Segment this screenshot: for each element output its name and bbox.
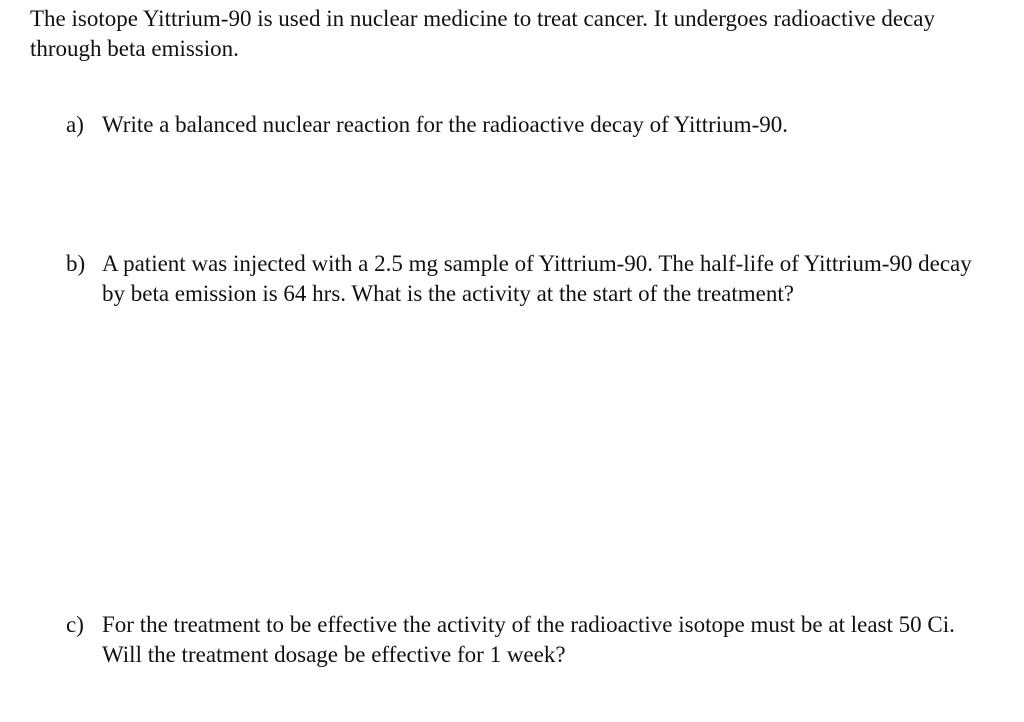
question-a xyxy=(66,110,986,140)
question-marker: a) xyxy=(66,112,84,137)
question-c xyxy=(66,610,986,670)
question-b xyxy=(66,249,986,309)
question-text: A patient was injected with a 2.5 mg sample of Yittrium-90. The half-life of Yittrium-90 decay by beta emission is 64 hrs. What is the activity at the start of the treatment? xyxy=(102,251,972,306)
question-marker: b) xyxy=(66,251,86,276)
question-text: For the treatment to be effective the activity of the radioactive isotope must be at least 50 Ci. Will the treatment dosage be effective for 1 week? xyxy=(102,612,955,667)
question-marker: c) xyxy=(66,612,84,637)
question-text: Write a balanced nuclear reaction for the radioactive decay of Yittrium-90. xyxy=(102,112,788,137)
intro-paragraph: The isotope Yittrium-90 is used in nuclear medicine to treat cancer. It undergoes radioactive decay through beta emission. xyxy=(30,6,935,61)
